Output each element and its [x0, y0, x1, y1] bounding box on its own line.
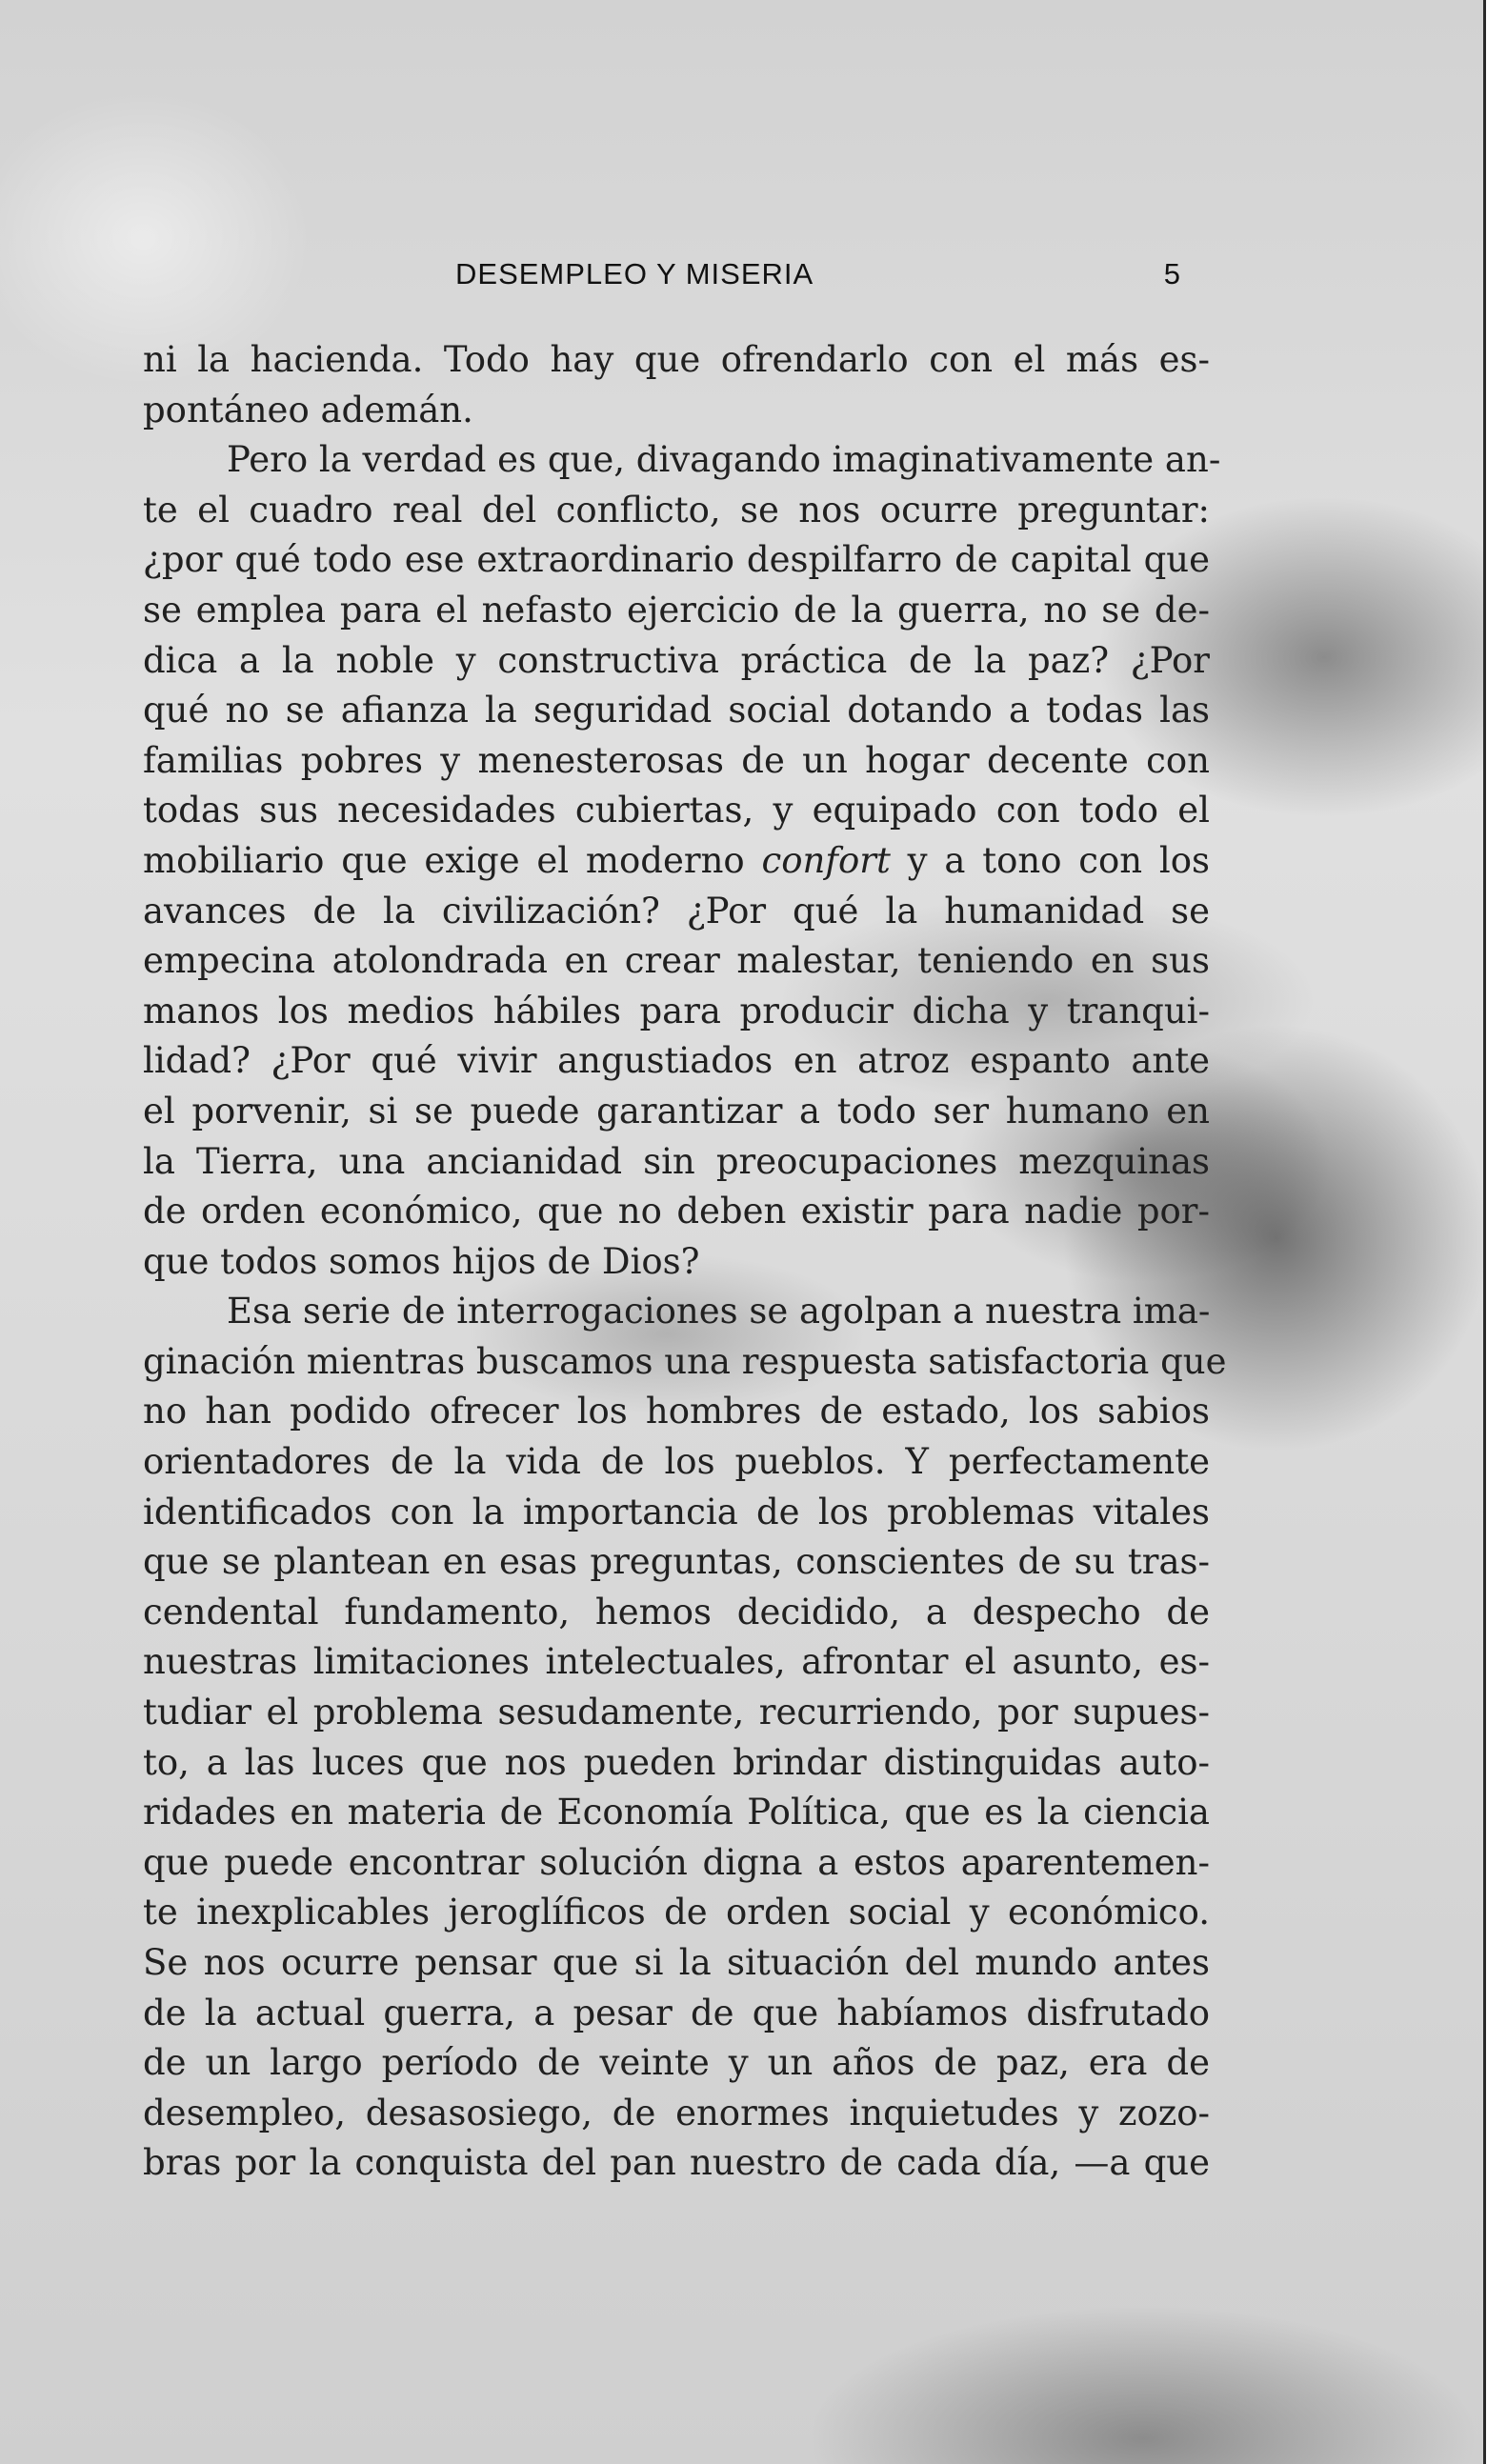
page-edge — [1483, 0, 1507, 2464]
text-line: te inexplicables jeroglíficos de orden social y económico. — [143, 1892, 1210, 1933]
text-line: desempleo, desasosiego, de enormes inquietudes y zozo- — [143, 2092, 1210, 2133]
text-line: cendental fundamento, hemos decidido, a despecho de — [143, 1591, 1210, 1633]
text-line: lidad? ¿Por qué vivir angustiados en atroz espanto ante — [143, 1040, 1210, 1082]
text-line: te el cuadro real del conflicto, se nos ocurre preguntar: — [143, 489, 1210, 531]
text-line: mobiliario que exige el moderno confort y a tono con los — [143, 839, 1210, 881]
text-line: de orden económico, que no deben existir para nadie por- — [143, 1191, 1210, 1232]
running-header — [455, 257, 1181, 295]
text-line: dica a la noble y constructiva práctica de la paz? ¿Por — [143, 639, 1210, 681]
text-line: qué no se afianza la seguridad social dotando a todas las — [143, 690, 1210, 731]
text-line: tudiar el problema sesudamente, recurriendo, por supues- — [143, 1692, 1210, 1733]
chapter-title: DESEMPLEO Y MISERIA — [455, 257, 814, 290]
text-line: que todos somos hijos de Dios? — [143, 1240, 700, 1282]
text-line: Esa serie de interrogaciones se agolpan a nuestra ima- — [227, 1291, 1211, 1332]
text-line: manos los medios hábiles para producir dicha y tranqui- — [143, 990, 1210, 1032]
text-line: identificados con la importancia de los problemas vitales — [143, 1491, 1210, 1532]
text-line: que se plantean en esas preguntas, conscientes de su tras- — [143, 1541, 1210, 1583]
text-line: ¿por qué todo ese extraordinario despilfarro de capital que — [143, 539, 1210, 581]
text-line: no han podido ofrecer los hombres de estado, los sabios — [143, 1391, 1210, 1432]
body-text — [143, 335, 1227, 2189]
text-line: de la actual guerra, a pesar de que habíamos disfrutado — [143, 1992, 1210, 2033]
page-number: 5 — [1163, 257, 1181, 290]
text-line: pontáneo ademán. — [143, 389, 473, 431]
text-line: orientadores de la vida de los pueblos. Y perfectamente — [143, 1441, 1210, 1483]
text-line: avances de la civilización? ¿Por qué la humanidad se — [143, 890, 1210, 932]
text-line: bras por la conquista del pan nuestro de cada día, —a que — [143, 2142, 1210, 2184]
text-line: se emplea para el nefasto ejercicio de la guerra, no se de- — [143, 589, 1210, 631]
text-line: familias pobres y menesterosas de un hogar decente con — [143, 739, 1210, 781]
text-line: Pero la verdad es que, divagando imaginativamente an- — [227, 439, 1221, 481]
text-line: to, a las luces que nos pueden brindar distinguidas auto- — [143, 1741, 1210, 1783]
text-line: ridades en materia de Economía Política, que es la ciencia — [143, 1792, 1210, 1833]
text-line: que puede encontrar solución digna a estos aparentemen- — [143, 1841, 1210, 1883]
text-line: todas sus necesidades cubiertas, y equipado con todo el — [143, 790, 1210, 831]
text-line: el porvenir, si se puede garantizar a todo ser humano en — [143, 1090, 1210, 1132]
text-line: de un largo período de veinte y un años de paz, era de — [143, 2042, 1210, 2084]
text-line: ginación mientras buscamos una respuesta satisfactoria que — [143, 1340, 1227, 1382]
text-line: la Tierra, una ancianidad sin preocupaciones mezquinas — [143, 1140, 1210, 1182]
text-line: Se nos ocurre pensar que si la situación del mundo antes — [143, 1942, 1210, 1983]
text-line: ni la hacienda. Todo hay que ofrendarlo con el más es- — [143, 339, 1210, 380]
italic-word: confort — [761, 839, 891, 881]
text-line: nuestras limitaciones intelectuales, afrontar el asunto, es- — [143, 1641, 1210, 1683]
text-line: empecina atolondrada en crear malestar, teniendo en sus — [143, 940, 1210, 982]
